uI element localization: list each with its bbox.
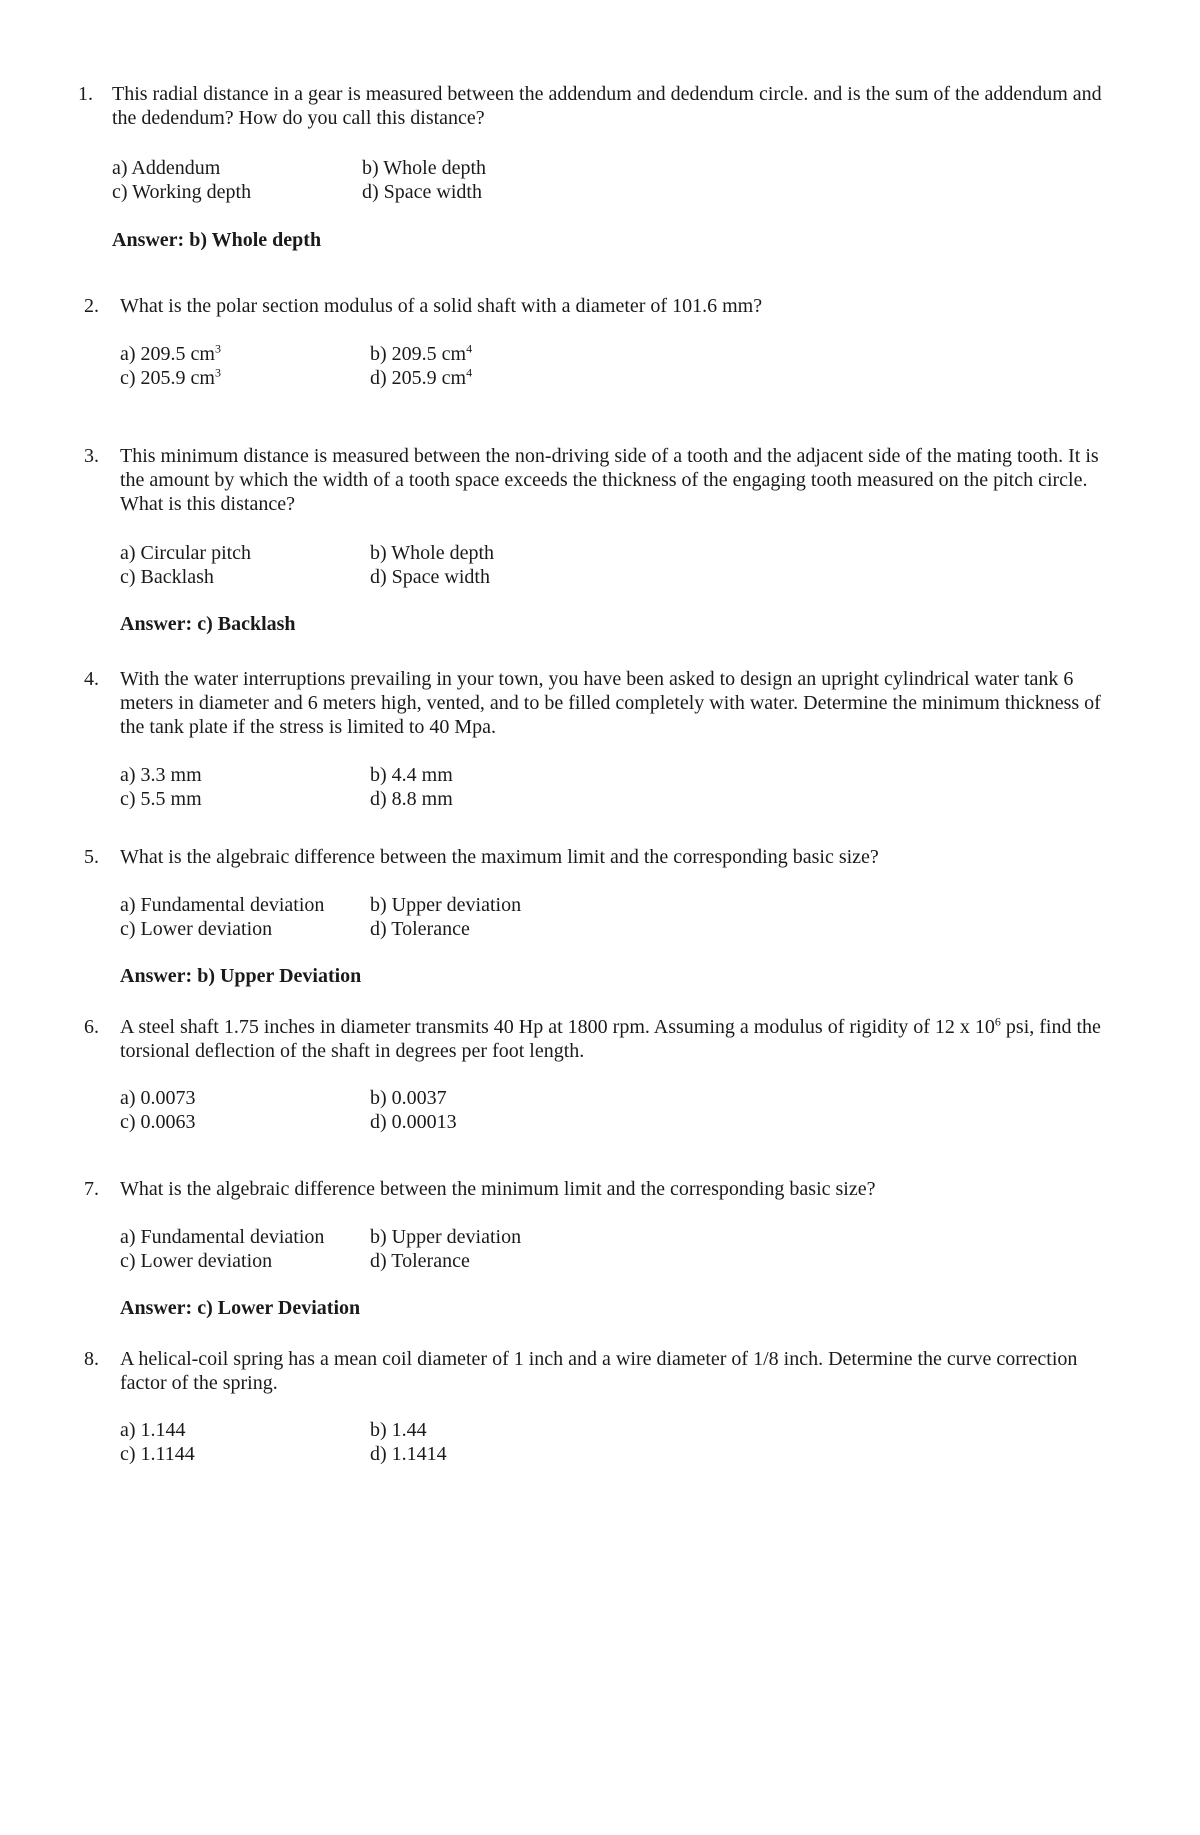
choice-row xyxy=(120,541,720,565)
choice-d: d) 1.1414 xyxy=(370,1443,447,1465)
choice-a: a) Fundamental deviation xyxy=(120,1226,325,1248)
choices xyxy=(120,1418,720,1466)
answer: Answer: c) Backlash xyxy=(120,613,296,635)
choice-c: c) Lower deviation xyxy=(120,1250,273,1272)
answer: Answer: b) Upper Deviation xyxy=(120,965,362,987)
choice-b: b) 1.44 xyxy=(370,1419,427,1441)
choices xyxy=(120,893,720,941)
question-text-part: A steel shaft 1.75 inches in diameter transmits 40 Hp at 1800 rpm. Assuming a modulus of rigidity of 12 x 10 xyxy=(120,1016,995,1038)
choice-row xyxy=(120,1249,720,1273)
choice-b: b) Upper deviation xyxy=(370,894,522,916)
choice-row xyxy=(120,565,720,589)
choice-row xyxy=(120,1225,720,1249)
choice-row xyxy=(120,763,720,787)
choice-row xyxy=(120,366,720,390)
choice-d-exponent: 4 xyxy=(466,365,473,380)
choice-d: d) Space width xyxy=(370,566,490,588)
choice-d: d) Tolerance xyxy=(370,918,470,940)
choice-c: c) 5.5 mm xyxy=(120,788,202,810)
choice-a: a) 1.144 xyxy=(120,1419,186,1441)
choices xyxy=(120,1086,720,1134)
choice-b-text: b) 209.5 cm xyxy=(370,343,467,365)
choice-a xyxy=(120,342,221,366)
choice-a: a) 3.3 mm xyxy=(120,764,202,786)
question-text: What is the algebraic difference between the maximum limit and the corresponding basic size? xyxy=(120,846,879,868)
answer: Answer: c) Lower Deviation xyxy=(120,1297,361,1319)
choice-a: a) Fundamental deviation xyxy=(120,894,325,916)
question-text: With the water interruptions prevailing in your town, you have been asked to design an upright cylindrical water tank 6 meters in diameter and 6 meters high, vented, and to be filled completely with water. Determine the minimum thickness of the tank plate if the stress is limited to 40 Mpa. xyxy=(120,668,1101,738)
choice-b: b) 4.4 mm xyxy=(370,764,453,786)
choice-b: b) Whole depth xyxy=(370,542,495,564)
choice-a: a) Circular pitch xyxy=(120,542,252,564)
choice-b-exponent: 4 xyxy=(466,341,473,356)
choice-a-text: a) 209.5 cm xyxy=(120,343,215,365)
choice-a: a) 0.0073 xyxy=(120,1087,196,1109)
choice-d-text: d) 205.9 cm xyxy=(370,367,467,389)
choices xyxy=(120,763,720,811)
choice-a-exponent: 3 xyxy=(214,341,221,356)
choice-c: c) 1.1144 xyxy=(120,1443,195,1465)
question-text: This radial distance in a gear is measured between the addendum and dedendum circle. and is the sum of the addendum and the dedendum? How do you call this distance? xyxy=(112,83,1102,129)
question-number: 1. xyxy=(78,83,93,105)
exponent: 6 xyxy=(994,1014,1001,1029)
choice-d: d) Space width xyxy=(362,181,482,203)
choice-d xyxy=(370,366,472,390)
choice-c: c) Working depth xyxy=(112,181,252,203)
choice-row xyxy=(120,1442,720,1466)
choices xyxy=(120,1225,720,1273)
choice-a: a) Addendum xyxy=(112,157,221,179)
choice-b: b) 0.0037 xyxy=(370,1087,447,1109)
choice-row xyxy=(120,787,720,811)
choices xyxy=(120,541,720,589)
choice-d: d) 8.8 mm xyxy=(370,788,453,810)
question-text: What is the algebraic difference between the minimum limit and the corresponding basic size? xyxy=(120,1178,876,1200)
choice-row xyxy=(120,893,720,917)
question-number: 5. xyxy=(84,846,99,868)
question-number: 6. xyxy=(84,1016,99,1038)
question-text: What is the polar section modulus of a solid shaft with a diameter of 101.6 mm? xyxy=(120,295,763,317)
choice-row xyxy=(112,180,712,204)
question-text-part: psi, find the torsional deflection of the shaft in degrees per foot length. xyxy=(120,1016,1101,1062)
choices xyxy=(120,342,720,390)
choice-b: b) Upper deviation xyxy=(370,1226,522,1248)
choice-c: c) 0.0063 xyxy=(120,1111,196,1133)
question-text: This minimum distance is measured between the non-driving side of a tooth and the adjacent side of the mating tooth. It is the amount by which the width of a tooth space exceeds the thickness of the engaging tooth measured on the pitch circle. What is this distance? xyxy=(120,445,1099,515)
choice-row xyxy=(112,156,712,180)
answer: Answer: b) Whole depth xyxy=(112,229,322,251)
choice-b: b) Whole depth xyxy=(362,157,487,179)
question-text xyxy=(120,1015,1125,1063)
choices xyxy=(112,156,712,204)
choice-c xyxy=(120,366,221,390)
choice-b xyxy=(370,342,472,366)
choice-row xyxy=(120,917,720,941)
choice-d: d) Tolerance xyxy=(370,1250,470,1272)
choice-d: d) 0.00013 xyxy=(370,1111,457,1133)
choice-c: c) Lower deviation xyxy=(120,918,273,940)
choice-c-text: c) 205.9 cm xyxy=(120,367,215,389)
question-number: 4. xyxy=(84,668,99,690)
question-number: 7. xyxy=(84,1178,99,1200)
choice-c: c) Backlash xyxy=(120,566,214,588)
choice-row xyxy=(120,1086,720,1110)
question-number: 2. xyxy=(84,295,99,317)
choice-c-exponent: 3 xyxy=(214,365,221,380)
question-text: A helical-coil spring has a mean coil diameter of 1 inch and a wire diameter of 1/8 inch. Determine the curve correction factor of the spring. xyxy=(120,1348,1078,1394)
choice-row xyxy=(120,1110,720,1134)
question-number: 3. xyxy=(84,445,99,467)
choice-row xyxy=(120,1418,720,1442)
question-number: 8. xyxy=(84,1348,99,1370)
choice-row xyxy=(120,342,720,366)
